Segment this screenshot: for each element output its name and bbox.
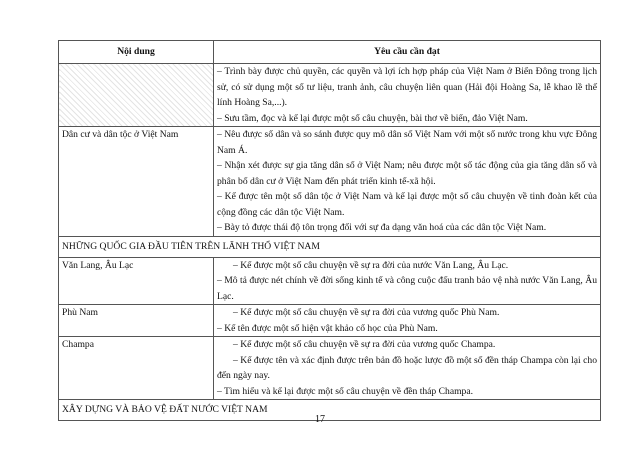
requirement-item: – Sưu tầm, đọc và kể lại được một số câu chuyện, bài thơ về biển, đảo Việt Nam.	[217, 112, 528, 124]
section-heading: XÂY DỰNG VÀ BẢO VỆ ĐẤT NƯỚC VIỆT NAM	[59, 400, 601, 421]
requirement-item: – Nêu được số dân và so sánh được quy mô dân số Việt Nam với một số nước trong khu vực Đông Nam Á.	[217, 129, 597, 156]
topic-cell: Champa	[59, 337, 214, 400]
section-heading: NHỮNG QUỐC GIA ĐẦU TIÊN TRÊN LÃNH THỔ VIỆT NAM	[59, 236, 601, 257]
topic-cell-empty	[59, 64, 214, 127]
requirement-item: – Kể được tên và xác định được trên bản đồ hoặc lược đồ một số đền tháp Champa còn lại cho đến ngày nay.	[217, 354, 597, 381]
table-row-champa	[59, 337, 601, 400]
requirement-item: – Kể được tên một số dân tộc ở Việt Nam và kể lại được một số câu chuyện về tinh đoàn kết của cộng đồng các dân tộc Việt Nam.	[217, 191, 597, 218]
requirements-cell	[214, 64, 601, 127]
requirements-cell	[214, 127, 601, 237]
header-content: Nội dung	[59, 41, 214, 64]
requirement-item: – Trình bày được chủ quyền, các quyền và lợi ích hợp pháp của Việt Nam ở Biển Đông trong lịch sử, có sử dụng một số tư liệu, tranh ảnh, câu chuyện liên quan (Hải đội Hoàng Sa, lễ khao lề thế lính Hoàng Sa,...).	[217, 66, 597, 108]
requirements-cell	[214, 257, 601, 305]
topic-cell: Văn Lang, Âu Lạc	[59, 257, 214, 305]
requirement-item: – Kể tên được một số hiện vật khảo cổ học của Phù Nam.	[217, 322, 438, 334]
topic-cell: Phù Nam	[59, 305, 214, 337]
header-requirements: Yêu cầu cần đạt	[214, 41, 601, 64]
requirement-item: – Kể được một số câu chuyện về sự ra đời của vương quốc Phù Nam.	[233, 307, 500, 318]
topic-cell: Dân cư và dân tộc ở Việt Nam	[59, 127, 214, 237]
requirement-item: – Kể được một số câu chuyện về sự ra đời của vương quốc Champa.	[233, 339, 496, 350]
table-row-continued	[59, 64, 601, 127]
requirement-item: – Mô tả được nét chính về đời sống kinh tế và công cuộc đấu tranh bảo vệ nhà nước Văn Lang, Âu Lạc.	[217, 275, 597, 302]
curriculum-table	[58, 40, 601, 421]
page-number: 17	[315, 414, 325, 425]
table-header-row	[59, 41, 601, 64]
requirement-item: – Nhận xét được sự gia tăng dân số ở Việt Nam; nêu được một số tác động của gia tăng dân số và phân bố dân cư ở Việt Nam đến phát triển kinh tế-xã hội.	[217, 160, 597, 187]
section-row	[59, 236, 601, 257]
requirement-item: – Bày tỏ được thái độ tôn trọng đối với sự đa dạng văn hoá của các dân tộc Việt Nam.	[217, 222, 547, 233]
requirements-cell	[214, 337, 601, 400]
table-row-van-lang	[59, 257, 601, 305]
requirement-item: – Tìm hiểu và kể lại được một số câu chuyện về đền tháp Champa.	[217, 385, 474, 397]
table-row-population	[59, 127, 601, 237]
table-row-phu-nam	[59, 305, 601, 337]
requirements-cell	[214, 305, 601, 337]
requirement-item: – Kể được một số câu chuyện về sự ra đời của nước Văn Lang, Âu Lạc.	[233, 259, 509, 271]
